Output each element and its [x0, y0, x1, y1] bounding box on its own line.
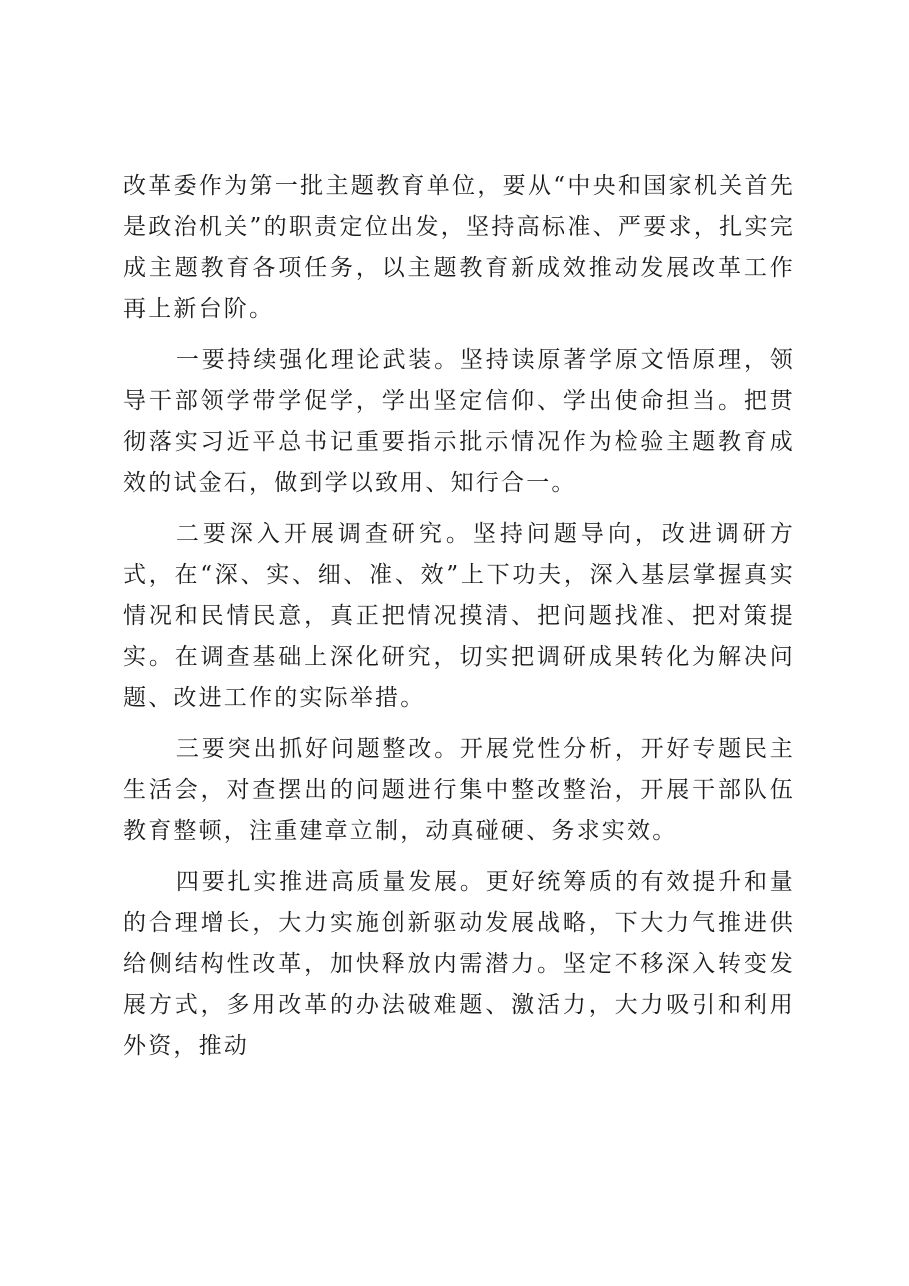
paragraph-intro: 改革委作为第一批主题教育单位，要从“中央和国家机关首先是政治机关”的职责定位出发，坚持高标准、严要求，扎实完成主题教育各项任务，以主题教育新成效推动发展改革工作再上新台阶。 [123, 173, 795, 322]
document-body [123, 166, 795, 1077]
paragraph-point-4: 四要扎实推进高质量发展。更好统筹质的有效提升和量的合理增长，大力实施创新驱动发展战略，下大力气推进供给侧结构性改革，加快释放内需潜力。坚定不移深入转变发展方式，多用改革的办法破难题、激活力，大力吸引和利用外资，推动 [123, 869, 795, 1059]
paragraph-point-3: 三要突出抓好问题整改。开展党性分析，开好专题民主生活会，对查摆出的问题进行集中整改整治，开展干部队伍教育整顿，注重建章立制，动真碰硬、务求实效。 [123, 736, 795, 844]
paragraph-point-2: 二要深入开展调查研究。坚持问题导向，改进调研方式，在“深、实、细、准、效”上下功夫，深入基层掌握真实情况和民情民意，真正把情况摸清、把问题找准、把对策提实。在调查基础上深化研究，切实把调研成果转化为解决问题、改进工作的实际举措。 [123, 521, 795, 711]
paragraph-point-1: 一要持续强化理论武装。坚持读原著学原文悟原理，领导干部领学带学促学，学出坚定信仰、学出使命担当。把贯彻落实习近平总书记重要指示批示情况作为检验主题教育成效的试金石，做到学以致用、知行合一。 [123, 347, 795, 496]
